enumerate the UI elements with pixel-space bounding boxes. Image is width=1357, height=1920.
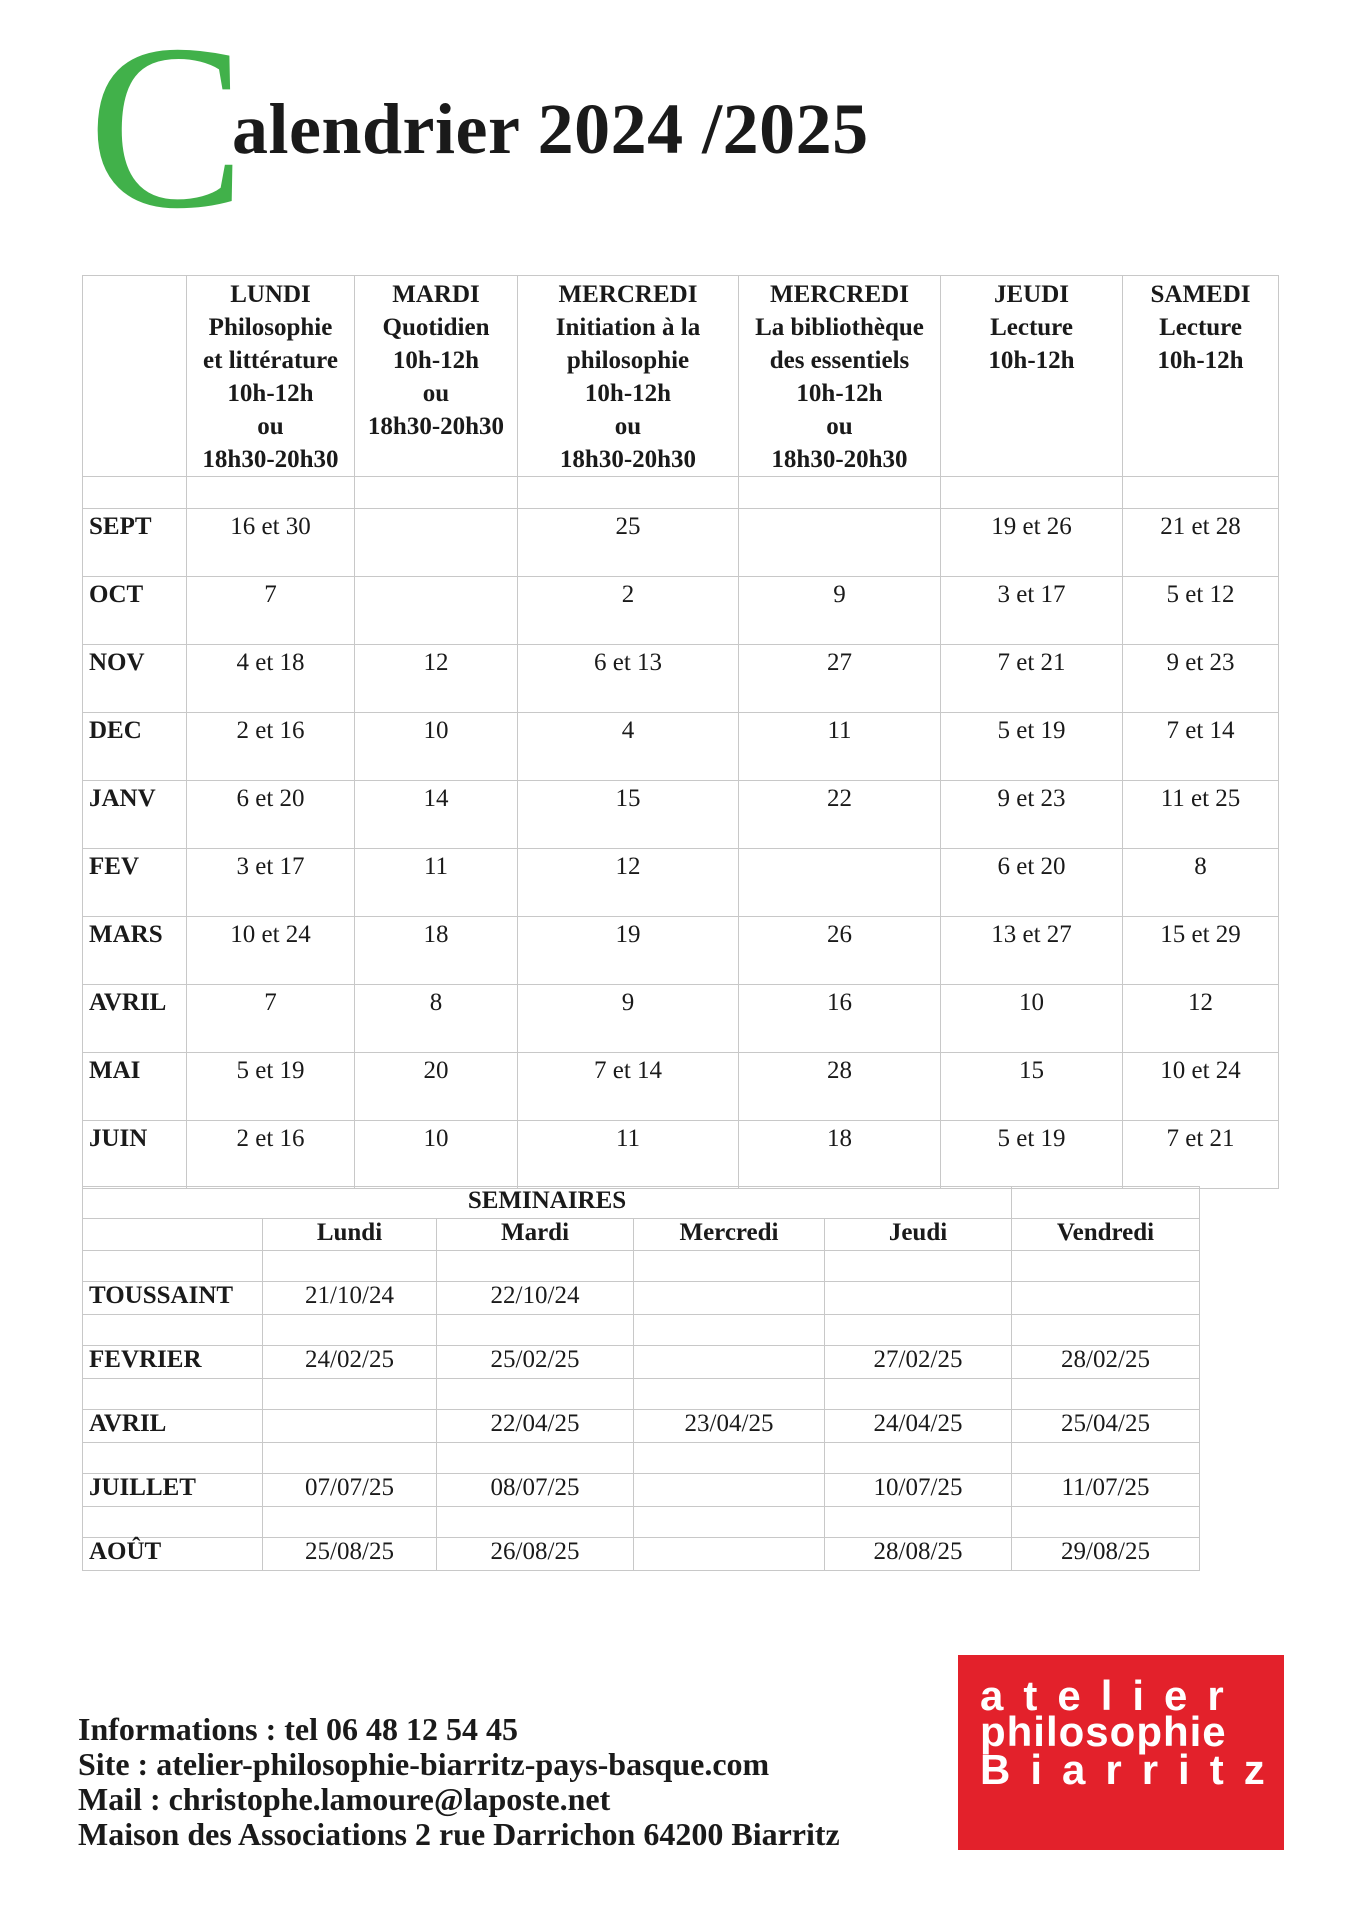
info-phone: Informations : tel 06 48 12 54 45 [78, 1711, 518, 1747]
calendar-header-1: LUNDI Philosophie et littérature 10h-12h ou 18h30-20h30 [187, 276, 355, 477]
seminar-day-header: Lundi [263, 1219, 437, 1251]
info-site: Site : atelier-philosophie-biarritz-pays-basque.com [78, 1746, 770, 1782]
table-row [83, 577, 1279, 645]
date-cell: 18 [355, 917, 518, 985]
calendar-header-2: MARDI Quotidien 10h-12h ou 18h30-20h30 [355, 276, 518, 477]
seminar-name: TOUSSAINT [83, 1282, 263, 1315]
date-cell: 9 [518, 985, 739, 1053]
seminars-days-row [83, 1219, 1200, 1251]
date-cell: 20 [355, 1053, 518, 1121]
seminar-date: 28/08/25 [825, 1538, 1012, 1571]
seminar-date [825, 1282, 1012, 1315]
date-cell: 10 et 24 [1123, 1053, 1279, 1121]
seminar-date: 11/07/25 [1012, 1474, 1200, 1507]
calendar-header-4: MERCREDI La bibliothèque des essentiels 10h-12h ou 18h30-20h30 [739, 276, 941, 477]
date-cell: 3 et 17 [941, 577, 1123, 645]
date-cell: 7 [187, 577, 355, 645]
month-label: JANV [83, 781, 187, 849]
date-cell: 15 [941, 1053, 1123, 1121]
date-cell: 7 et 14 [518, 1053, 739, 1121]
table-row [83, 1474, 1200, 1507]
date-cell: 16 [739, 985, 941, 1053]
seminar-date: 25/02/25 [437, 1346, 634, 1379]
date-cell [355, 509, 518, 577]
seminar-day-header: Mardi [437, 1219, 634, 1251]
date-cell: 22 [739, 781, 941, 849]
table-row [83, 1053, 1279, 1121]
seminar-day-header: Vendredi [1012, 1219, 1200, 1251]
seminar-date [1012, 1282, 1200, 1315]
table-row [83, 645, 1279, 713]
date-cell: 19 [518, 917, 739, 985]
date-cell: 15 [518, 781, 739, 849]
month-label: AVRIL [83, 985, 187, 1053]
table-row [83, 1282, 1200, 1315]
seminars-table [82, 1186, 1200, 1571]
date-cell: 10 [941, 985, 1123, 1053]
calendar-spacer-row [83, 477, 1279, 509]
title-text: alendrier 2024 /2025 [232, 89, 869, 169]
table-row [83, 985, 1279, 1053]
month-label: MARS [83, 917, 187, 985]
date-cell: 5 et 19 [941, 713, 1123, 781]
calendar-header-3: MERCREDI Initiation à la philosophie 10h-12h ou 18h30-20h30 [518, 276, 739, 477]
page-title [88, 0, 988, 258]
table-row [83, 849, 1279, 917]
date-cell: 2 et 16 [187, 1121, 355, 1189]
seminar-date [634, 1346, 825, 1379]
contact-info [78, 1712, 840, 1852]
date-cell: 7 et 21 [941, 645, 1123, 713]
date-cell: 18 [739, 1121, 941, 1189]
date-cell: 12 [518, 849, 739, 917]
seminar-gap-row [83, 1507, 1200, 1538]
month-label: JUIN [83, 1121, 187, 1189]
date-cell: 3 et 17 [187, 849, 355, 917]
seminar-gap-row [83, 1379, 1200, 1410]
seminar-day-header [83, 1219, 263, 1251]
date-cell: 8 [355, 985, 518, 1053]
seminar-date: 10/07/25 [825, 1474, 1012, 1507]
logo-line-1: atelier [980, 1672, 1244, 1719]
seminar-name: AOÛT [83, 1538, 263, 1571]
seminar-date: 25/04/25 [1012, 1410, 1200, 1443]
seminar-date: 21/10/24 [263, 1282, 437, 1315]
date-cell: 26 [739, 917, 941, 985]
date-cell: 6 et 20 [941, 849, 1123, 917]
date-cell: 5 et 19 [187, 1053, 355, 1121]
info-mail: Mail : christophe.lamoure@laposte.net [78, 1781, 611, 1817]
date-cell: 6 et 20 [187, 781, 355, 849]
date-cell: 9 et 23 [1123, 645, 1279, 713]
date-cell: 12 [1123, 985, 1279, 1053]
date-cell [739, 509, 941, 577]
date-cell: 9 et 23 [941, 781, 1123, 849]
seminar-date [263, 1410, 437, 1443]
table-row [83, 1538, 1200, 1571]
seminar-gap-row [83, 1315, 1200, 1346]
seminar-day-header: Mercredi [634, 1219, 825, 1251]
seminar-date: 29/08/25 [1012, 1538, 1200, 1571]
seminar-date: 22/10/24 [437, 1282, 634, 1315]
table-row [83, 1346, 1200, 1379]
date-cell: 11 [355, 849, 518, 917]
seminar-date: 27/02/25 [825, 1346, 1012, 1379]
date-cell: 15 et 29 [1123, 917, 1279, 985]
date-cell: 2 et 16 [187, 713, 355, 781]
calendar-header-row [83, 276, 1279, 477]
date-cell: 10 [355, 1121, 518, 1189]
date-cell: 27 [739, 645, 941, 713]
seminars-title: SEMINAIRES [83, 1187, 1012, 1219]
date-cell: 8 [1123, 849, 1279, 917]
seminar-date [634, 1538, 825, 1571]
calendar-table [82, 275, 1279, 1189]
date-cell: 2 [518, 577, 739, 645]
seminar-name: AVRIL [83, 1410, 263, 1443]
date-cell: 10 [355, 713, 518, 781]
date-cell: 13 et 27 [941, 917, 1123, 985]
seminar-date: 08/07/25 [437, 1474, 634, 1507]
seminar-date: 22/04/25 [437, 1410, 634, 1443]
seminar-name: FEVRIER [83, 1346, 263, 1379]
seminar-date [634, 1474, 825, 1507]
info-address: Maison des Associations 2 rue Darrichon 64200 Biarritz [78, 1816, 840, 1852]
date-cell [355, 577, 518, 645]
date-cell: 11 [518, 1121, 739, 1189]
calendar-body [83, 477, 1279, 1189]
date-cell: 4 et 18 [187, 645, 355, 713]
month-label: NOV [83, 645, 187, 713]
date-cell: 12 [355, 645, 518, 713]
seminar-date: 25/08/25 [263, 1538, 437, 1571]
date-cell: 19 et 26 [941, 509, 1123, 577]
date-cell: 11 [739, 713, 941, 781]
seminar-date: 24/04/25 [825, 1410, 1012, 1443]
seminar-date: 26/08/25 [437, 1538, 634, 1571]
table-row [83, 1121, 1279, 1189]
date-cell: 11 et 25 [1123, 781, 1279, 849]
seminar-date: 28/02/25 [1012, 1346, 1200, 1379]
table-row [83, 509, 1279, 577]
date-cell: 10 et 24 [187, 917, 355, 985]
calendar-header-5: JEUDI Lecture 10h-12h [941, 276, 1123, 477]
seminar-date: 23/04/25 [634, 1410, 825, 1443]
date-cell: 5 et 19 [941, 1121, 1123, 1189]
seminar-date: 07/07/25 [263, 1474, 437, 1507]
month-label: SEPT [83, 509, 187, 577]
seminar-gap-row [83, 1443, 1200, 1474]
title-initial-letter: C [88, 0, 246, 258]
date-cell: 28 [739, 1053, 941, 1121]
date-cell: 4 [518, 713, 739, 781]
date-cell: 16 et 30 [187, 509, 355, 577]
calendar-header-0 [83, 276, 187, 477]
seminar-date [634, 1282, 825, 1315]
date-cell: 25 [518, 509, 739, 577]
calendar-header-6: SAMEDI Lecture 10h-12h [1123, 276, 1279, 477]
logo-line-3: Biarritz [980, 1746, 1285, 1793]
seminar-date: 24/02/25 [263, 1346, 437, 1379]
table-row [83, 713, 1279, 781]
date-cell: 21 et 28 [1123, 509, 1279, 577]
date-cell: 6 et 13 [518, 645, 739, 713]
month-label: MAI [83, 1053, 187, 1121]
seminar-gap-row [83, 1251, 1200, 1282]
table-row [83, 1410, 1200, 1443]
seminar-day-header: Jeudi [825, 1219, 1012, 1251]
atelier-philosophie-logo [958, 1655, 1284, 1850]
month-label: DEC [83, 713, 187, 781]
seminar-name: JUILLET [83, 1474, 263, 1507]
date-cell: 7 [187, 985, 355, 1053]
date-cell: 5 et 12 [1123, 577, 1279, 645]
date-cell: 14 [355, 781, 518, 849]
month-label: FEV [83, 849, 187, 917]
date-cell: 7 et 21 [1123, 1121, 1279, 1189]
seminars-title-row [83, 1187, 1200, 1219]
logo-line-2: philosophie [980, 1708, 1227, 1755]
date-cell: 7 et 14 [1123, 713, 1279, 781]
month-label: OCT [83, 577, 187, 645]
table-row [83, 781, 1279, 849]
date-cell: 9 [739, 577, 941, 645]
table-row [83, 917, 1279, 985]
date-cell [739, 849, 941, 917]
